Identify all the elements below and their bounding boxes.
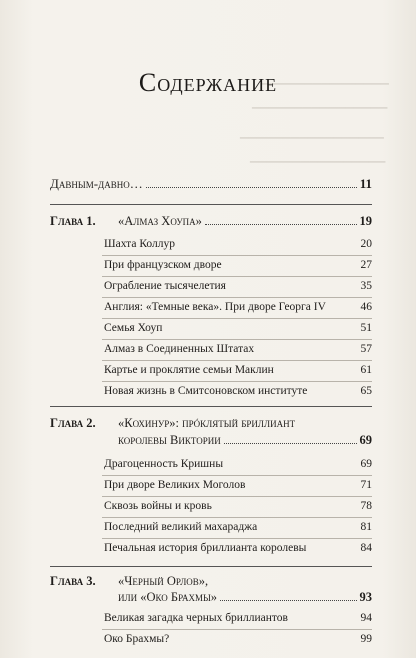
dot-leader [205,224,357,225]
section-page: 51 [360,322,372,334]
chapter-title-line2: королевы Виктории [118,433,221,447]
section-page: 84 [360,542,372,554]
toc-chapter-cont [118,433,372,448]
bleed-through-text: ▁▁▁▁▁▁▁▁▁▁▁▁▁▁▁ [262,73,389,85]
toc-section [104,238,372,250]
toc-entry-intro [50,176,372,192]
section-underline [102,318,372,319]
page-title: Содержание [138,68,278,97]
section-divider [50,566,372,567]
section-page: 46 [360,301,372,313]
section-page: 20 [360,238,372,250]
section-underline [102,496,372,497]
chapter-page: 69 [359,433,372,447]
toc-section [104,364,372,376]
toc-section [104,259,372,271]
toc-section [104,542,372,554]
bleed-through-text: ▁▁▁▁▁▁▁▁▁▁▁▁▁▁▁▁ [250,151,386,163]
section-underline [102,297,372,298]
chapter-page: 19 [359,214,372,228]
section-divider [50,406,372,407]
section-underline [102,629,372,630]
toc-entry-label: Давным-давно… [50,176,143,191]
chapter-title: «Черный Орлов», [118,574,209,588]
section-page: 65 [360,385,372,397]
section-page: 81 [360,521,372,533]
section-label: Печальная история бриллианта королевы [104,542,307,554]
section-label: Новая жизнь в Смитсоновском институте [104,385,308,397]
section-label: При французском дворе [104,259,222,271]
section-label: Шахта Коллур [104,238,175,250]
dot-leader [220,600,356,601]
toc-entry-page: 11 [359,176,372,191]
toc-chapter-cont [118,590,372,605]
chapter-title-line2: или «Око Брахмы» [118,590,218,604]
section-underline [102,517,372,518]
section-label: Драгоценность Кришны [104,458,224,470]
toc-section [104,500,372,512]
section-label: Сквозь войны и кровь [104,500,212,512]
section-label: Семья Хоуп [104,322,163,334]
toc-chapter [50,416,372,431]
toc-section [104,343,372,355]
section-page: 69 [360,458,372,470]
toc-section [104,280,372,292]
section-page: 27 [360,259,372,271]
section-underline [102,339,372,340]
section-underline [102,276,372,277]
toc-section [104,521,372,533]
section-label: Око Брахмы? [104,633,170,645]
section-label: Ограбление тысячелетия [104,280,226,292]
toc-chapter [50,574,372,589]
bleed-through-text: ▁▁▁▁▁▁▁▁▁▁▁▁▁▁▁▁ [252,97,388,109]
toc-section [104,458,372,470]
section-label: Великая загадка черных бриллиантов [104,612,288,624]
chapter-page: 93 [359,590,372,604]
toc-section [104,479,372,491]
section-label: Картье и проклятие семьи Маклин [104,364,274,376]
section-label: При дворе Великих Моголов [104,479,246,491]
section-page: 71 [360,479,372,491]
toc-chapter [50,214,372,229]
toc-section [104,301,372,313]
section-underline [102,475,372,476]
section-underline [102,538,372,539]
dot-leader [224,443,357,444]
toc-section [104,385,372,397]
toc-section [104,633,372,645]
section-page: 61 [360,364,372,376]
section-page: 99 [360,633,372,645]
chapter-number: Глава 3. [50,574,96,588]
chapter-title: «Кохинур»: прóклятый бриллиант [118,416,296,430]
section-underline [102,360,372,361]
chapter-number: Глава 2. [50,416,96,430]
section-label: Алмаз в Соединенных Штатах [104,343,255,355]
dot-leader [146,187,357,188]
section-divider [50,204,372,205]
chapter-title: «Алмаз Хоупа» [118,214,202,228]
section-page: 35 [360,280,372,292]
section-label: Англия: «Темные века». При дворе Георга IV [104,301,326,313]
section-label: Последний великий махараджа [104,521,258,533]
section-page: 78 [360,500,372,512]
bleed-through-text: ▁▁▁▁▁▁▁▁▁▁▁▁▁▁▁▁▁ [240,127,384,139]
section-underline [102,381,372,382]
chapter-number: Глава 1. [50,214,96,228]
section-page: 57 [360,343,372,355]
section-page: 94 [360,612,372,624]
toc-section [104,612,372,624]
toc-section [104,322,372,334]
section-underline [102,255,372,256]
